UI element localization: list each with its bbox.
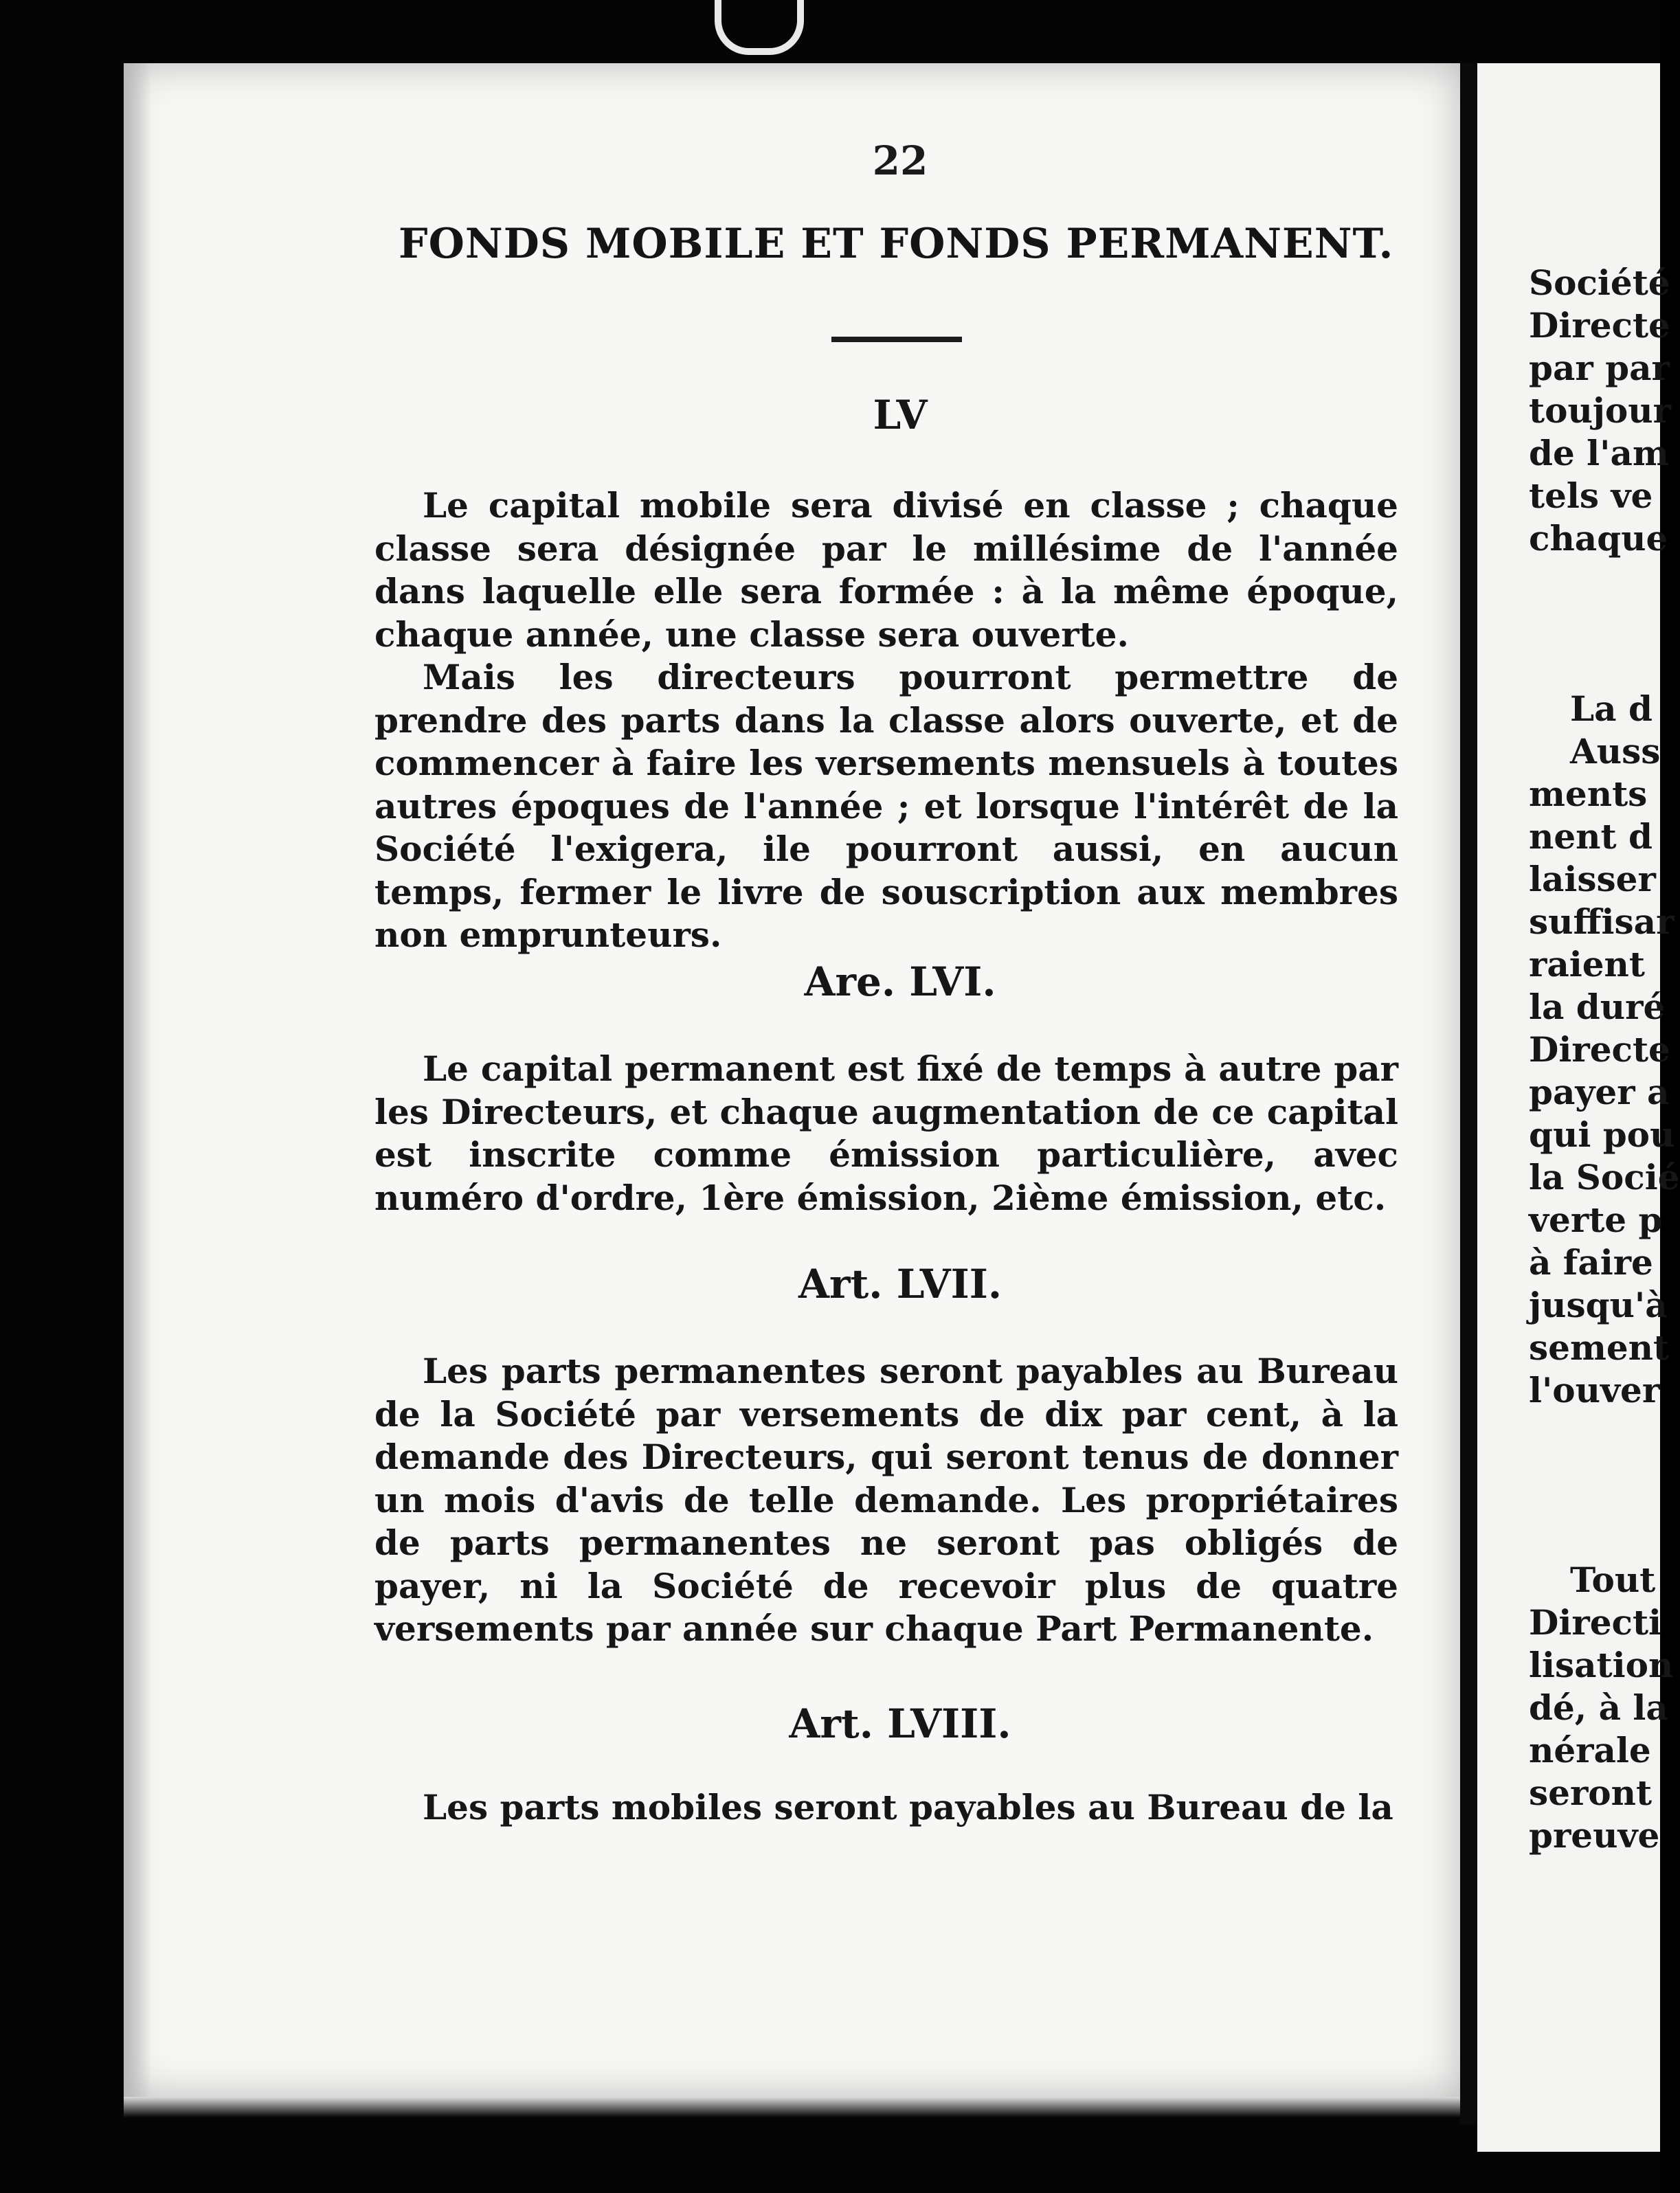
section-divider (831, 337, 962, 342)
right-line: Auss (1570, 731, 1661, 772)
article-lvii-paragraph-1: Les parts permanentes seront payables au Bureau de la Société par versements de dix par cent, à la demande des Directeurs, qui seront tenus de donner un mois d'avis de telle demande. Les propriétaires de parts permanentes ne seront pas obligés de payer, ni la Société de recevoir plus de quatre versements par année sur chaque Part Permanente. (374, 1351, 1398, 1649)
article-lv-paragraph-2: Mais les directeurs pourront permettre de prendre des parts dans la classe alors ouverte, et de commencer à faire les versements mensuels à toutes autres époques de l'année ; et lorsque l'intérêt de la Société l'exigera, ile pourront aussi, en aucun temps, fermer le livre de souscription aux membres non emprunteurs. (374, 657, 1398, 955)
article-heading-lviii: Art. LVIII. (789, 1700, 1011, 1747)
right-line: seront (1529, 1773, 1653, 1813)
right-line: verte p (1529, 1200, 1663, 1240)
right-line: ments (1529, 774, 1648, 814)
right-line: payer a (1529, 1072, 1670, 1112)
right-page-partial (1477, 63, 1680, 2152)
article-lvii-text (374, 1350, 1398, 1651)
right-line: qui pou (1529, 1114, 1675, 1155)
right-line: de l'am (1529, 433, 1669, 473)
article-heading-lvii: Art. LVII. (798, 1261, 1003, 1307)
right-line: nérale (1529, 1730, 1651, 1770)
page-bottom-edge (124, 2097, 1460, 2117)
right-line: jusqu'à (1529, 1285, 1668, 1325)
right-line: raient (1529, 944, 1645, 985)
right-line: preuve (1529, 1815, 1660, 1856)
section-title: FONDS MOBILE ET FONDS PERMANENT. (399, 220, 1394, 268)
right-line: chaque (1529, 518, 1668, 559)
right-line: tels ve (1529, 475, 1653, 516)
right-line: dé, à la (1529, 1687, 1668, 1728)
article-lvi-paragraph-1: Le capital permanent est fixé de temps à autre par les Directeurs, et chaque augmentation de ce capital est inscrite comme émission particulière, avec numéro d'ordre, 1ère émission, 2ième émission, etc. (374, 1048, 1398, 1218)
right-line: Société (1529, 262, 1670, 303)
right-line: laisser (1529, 859, 1656, 899)
binding-clip-mark (715, 0, 804, 55)
right-line: Directe (1529, 305, 1670, 346)
right-line: Directi (1529, 1602, 1662, 1643)
right-line: sement (1529, 1327, 1670, 1368)
right-line: par par (1529, 348, 1670, 388)
article-lviii-text (374, 1786, 1398, 1830)
right-line: l'ouver (1529, 1370, 1661, 1410)
right-line: lisation (1529, 1645, 1674, 1685)
article-heading-lv: LV (873, 392, 928, 438)
right-line: Tout (1570, 1560, 1656, 1600)
article-heading-lvi: Are. LVI. (804, 958, 996, 1005)
article-lvi-text (374, 1048, 1398, 1219)
right-line: La d (1570, 688, 1653, 729)
article-lviii-paragraph-1: Les parts mobiles seront payables au Bureau de la (423, 1787, 1393, 1827)
right-line: à faire (1529, 1242, 1653, 1283)
article-lv-paragraph-1: Le capital mobile sera divisé en classe ; chaque classe sera désignée par le millésime de l'année dans laquelle elle sera formée : à la même époque, chaque année, une classe sera ouverte. (374, 485, 1398, 655)
page-gutter (1460, 63, 1477, 2124)
right-line: nent d (1529, 816, 1653, 857)
article-lv-text (374, 484, 1398, 957)
page-number: 22 (872, 137, 928, 184)
right-line: la duré (1529, 987, 1666, 1027)
right-line: toujour (1529, 390, 1671, 431)
right-line: Directe (1529, 1029, 1670, 1070)
right-line: la Socié (1529, 1157, 1680, 1197)
right-line: suffisar (1529, 901, 1675, 942)
